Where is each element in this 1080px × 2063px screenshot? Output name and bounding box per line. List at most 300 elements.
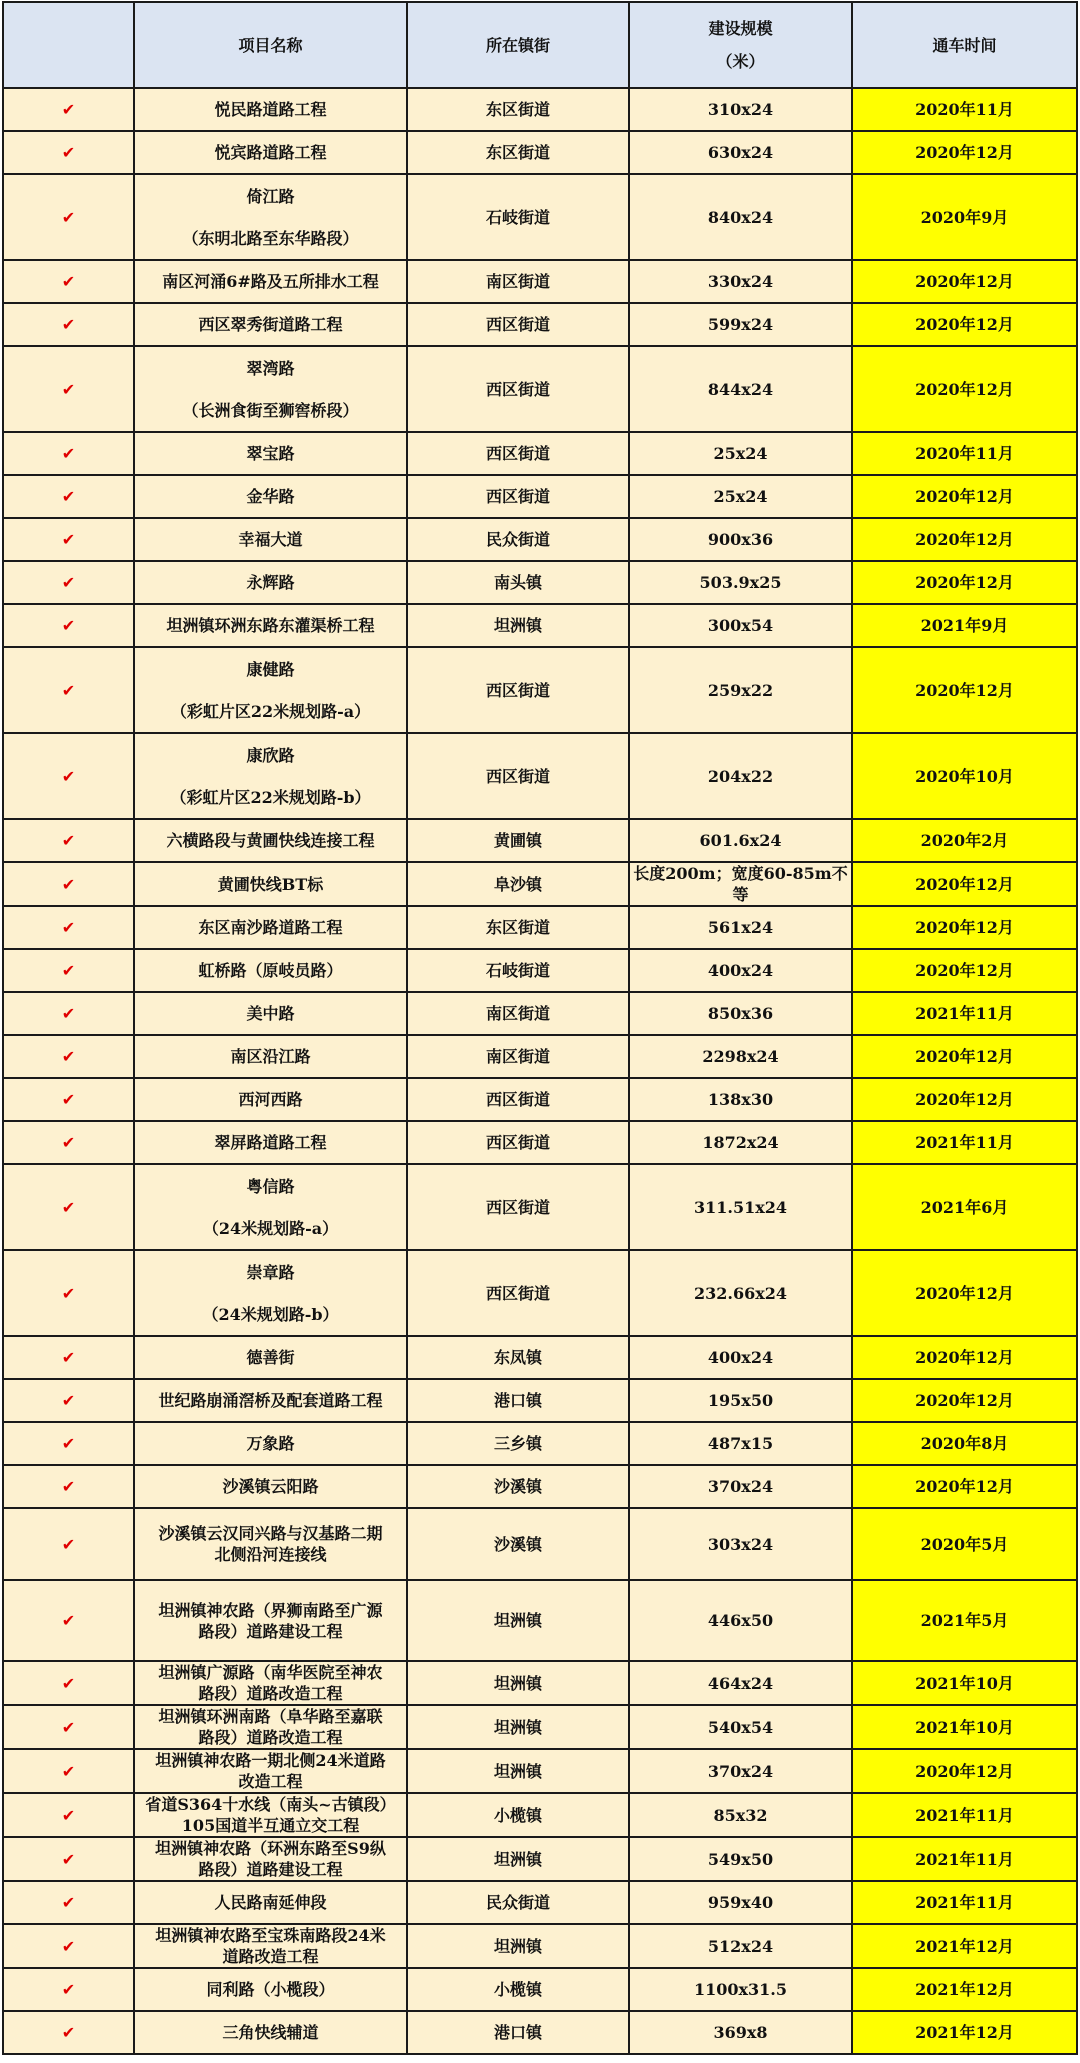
scale-cell: 259x22 [629,647,852,733]
scale-cell: 446x50 [629,1580,852,1661]
opening-time-cell: 2020年10月 [852,733,1077,819]
table-row [3,1580,1077,1661]
check-mark-icon: ✔ [61,1391,76,1410]
project-name-cell [134,1881,407,1924]
project-name-cell [134,303,407,346]
table-row [3,518,1077,561]
town-cell: 南头镇 [407,561,629,604]
town-cell: 南区街道 [407,1035,629,1078]
project-name-cell [134,604,407,647]
row-check-cell [3,1508,134,1580]
project-name: 南区沿江路 [230,1047,311,1066]
table-row [3,949,1077,992]
table-row [3,346,1077,432]
project-name-cell [134,131,407,174]
row-check-cell [3,1078,134,1121]
project-name: 坦洲镇神农路一期北侧24米道路 [155,1751,386,1770]
row-check-cell [3,862,134,906]
town-cell: 坦洲镇 [407,1837,629,1881]
project-name-cell [134,1580,407,1661]
row-check-cell [3,561,134,604]
scale-cell: 303x24 [629,1508,852,1580]
check-mark-icon: ✔ [61,1611,76,1630]
scale-cell: 330x24 [629,260,852,303]
town-cell: 东区街道 [407,906,629,949]
town-cell: 港口镇 [407,1379,629,1422]
project-name: 悦民路道路工程 [214,100,327,119]
project-name: 金华路 [246,487,295,506]
town-cell: 东区街道 [407,131,629,174]
town-cell: 阜沙镇 [407,862,629,906]
town-cell: 石岐街道 [407,174,629,260]
table-row [3,1035,1077,1078]
project-name-detail: 路段）道路建设工程 [198,1621,343,1641]
scale-cell: 369x8 [629,2011,852,2054]
table-row [3,432,1077,475]
check-mark-icon: ✔ [61,530,76,549]
header-time: 通车时间 [852,2,1077,88]
row-check-cell [3,88,134,131]
scale-cell: 195x50 [629,1379,852,1422]
header-scale [629,2,852,88]
row-check-cell [3,1164,134,1250]
project-name-cell [134,1749,407,1793]
project-name: 世纪路崩涌滘桥及配套道路工程 [158,1391,383,1410]
table-row [3,906,1077,949]
check-mark-icon: ✔ [61,1477,76,1496]
row-check-cell [3,518,134,561]
check-mark-icon: ✔ [61,487,76,506]
opening-time-cell: 2020年12月 [852,303,1077,346]
project-name: 悦宾路道路工程 [214,143,327,162]
check-mark-icon: ✔ [61,1849,76,1869]
row-check-cell [3,260,134,303]
check-mark-icon: ✔ [61,1348,76,1367]
scale-cell: 464x24 [629,1661,852,1705]
scale-cell: 232.66x24 [629,1250,852,1336]
check-mark-icon: ✔ [61,315,76,334]
project-name: 万象路 [246,1434,295,1453]
project-name-cell [134,1121,407,1164]
project-name: 坦洲镇环洲南路（阜华路至嘉联 [158,1707,383,1726]
town-cell: 东区街道 [407,88,629,131]
project-name-cell [134,1336,407,1379]
table-row [3,2011,1077,2054]
check-mark-icon: ✔ [61,379,76,399]
check-mark-icon: ✔ [61,444,76,463]
table-row [3,260,1077,303]
scale-cell: 311.51x24 [629,1164,852,1250]
project-name-cell [134,561,407,604]
town-cell: 西区街道 [407,733,629,819]
check-mark-icon: ✔ [61,207,76,227]
project-name-cell [134,1035,407,1078]
town-cell: 沙溪镇 [407,1508,629,1580]
opening-time-cell: 2020年12月 [852,346,1077,432]
check-mark-icon: ✔ [61,918,76,937]
opening-time-cell: 2020年12月 [852,647,1077,733]
opening-time-cell: 2020年12月 [852,518,1077,561]
project-name-cell [134,1078,407,1121]
opening-time-cell: 2020年12月 [852,1465,1077,1508]
scale-cell: 300x54 [629,604,852,647]
project-name: 黄圃快线BT标 [217,874,324,894]
opening-time-cell: 2021年12月 [852,2011,1077,2054]
opening-time-cell: 2021年10月 [852,1661,1077,1705]
check-mark-icon: ✔ [61,1761,76,1781]
row-check-cell [3,303,134,346]
scale-cell: 601.6x24 [629,819,852,862]
row-check-cell [3,906,134,949]
project-name-cell [134,475,407,518]
project-name: 康健路 [246,659,295,679]
check-mark-icon: ✔ [61,1283,76,1303]
table-row [3,1508,1077,1580]
row-check-cell [3,1035,134,1078]
scale-cell: 138x30 [629,1078,852,1121]
row-check-cell [3,1837,134,1881]
check-mark-icon: ✔ [61,874,76,894]
project-name-cell [134,1793,407,1837]
town-cell: 西区街道 [407,432,629,475]
town-cell: 西区街道 [407,346,629,432]
check-mark-icon: ✔ [61,1936,76,1956]
project-name-detail: （东明北路至东华路段） [182,228,359,248]
scale-cell: 512x24 [629,1924,852,1968]
row-check-cell [3,1705,134,1749]
project-name-cell [134,647,407,733]
check-mark-icon: ✔ [61,1673,76,1693]
project-name: 永辉路 [246,573,295,592]
opening-time-cell: 2021年5月 [852,1580,1077,1661]
row-check-cell [3,174,134,260]
table-row [3,1881,1077,1924]
scale-cell: 204x22 [629,733,852,819]
project-name: 坦洲镇广源路（南华医院至神农 [158,1663,383,1682]
project-name: 坦洲镇环洲东路东灌渠桥工程 [166,616,375,635]
table-row [3,647,1077,733]
opening-time-cell: 2020年12月 [852,260,1077,303]
row-check-cell [3,1422,134,1465]
scale-cell: 1100x31.5 [629,1968,852,2011]
table-row [3,561,1077,604]
project-name: 幸福大道 [238,530,303,549]
opening-time-cell: 2020年11月 [852,432,1077,475]
check-mark-icon: ✔ [61,1717,76,1737]
project-name-cell [134,518,407,561]
opening-time-cell: 2020年12月 [852,1035,1077,1078]
table-row [3,1078,1077,1121]
table-row [3,1661,1077,1705]
project-name-cell [134,1661,407,1705]
project-table [2,1,1078,2055]
scale-cell: 1872x24 [629,1121,852,1164]
town-cell: 小榄镇 [407,1968,629,2011]
scale-cell: 370x24 [629,1749,852,1793]
scale-cell: 85x32 [629,1793,852,1837]
check-mark-icon: ✔ [61,766,76,786]
table-row [3,1793,1077,1837]
town-cell: 坦洲镇 [407,604,629,647]
project-name-cell [134,862,407,906]
scale-cell: 400x24 [629,949,852,992]
town-cell: 西区街道 [407,1250,629,1336]
table-row [3,819,1077,862]
opening-time-cell: 2020年12月 [852,1250,1077,1336]
town-cell: 西区街道 [407,1164,629,1250]
project-name: 粤信路 [246,1176,295,1196]
check-mark-icon: ✔ [61,1133,76,1152]
project-name-detail: 道路改造工程 [222,1947,319,1966]
project-name-cell [134,88,407,131]
project-name: 同利路（小榄段） [206,1980,335,1999]
project-name-cell [134,1465,407,1508]
town-cell: 民众街道 [407,1881,629,1924]
project-name-cell [134,1924,407,1968]
town-cell: 坦洲镇 [407,1705,629,1749]
scale-cell: 长度200m；宽度60-85m不等 [629,862,852,906]
scale-cell: 850x36 [629,992,852,1035]
project-name: 虹桥路（原岐员路） [198,961,343,980]
town-cell: 西区街道 [407,1078,629,1121]
scale-cell: 959x40 [629,1881,852,1924]
opening-time-cell: 2020年12月 [852,1379,1077,1422]
table-row [3,303,1077,346]
opening-time-cell: 2021年9月 [852,604,1077,647]
opening-time-cell: 2020年9月 [852,174,1077,260]
project-name-cell [134,174,407,260]
opening-time-cell: 2021年6月 [852,1164,1077,1250]
project-name: 东区南沙路道路工程 [198,918,343,937]
row-check-cell [3,733,134,819]
table-row [3,1422,1077,1465]
project-name-cell [134,1164,407,1250]
row-check-cell [3,1968,134,2011]
table-row [3,992,1077,1035]
project-name: 坦洲镇神农路（环洲东路至S9纵 [155,1839,386,1858]
project-name-cell [134,432,407,475]
header-scale-line1: 建设规模 [708,19,773,38]
check-mark-icon: ✔ [61,143,76,162]
header-scale-line2: （米） [716,52,765,71]
row-check-cell [3,819,134,862]
check-mark-icon: ✔ [61,1047,76,1066]
opening-time-cell: 2021年12月 [852,1968,1077,2011]
project-name: 三角快线辅道 [222,2023,319,2042]
project-name-cell [134,260,407,303]
opening-time-cell: 2020年12月 [852,862,1077,906]
check-mark-icon: ✔ [61,573,76,592]
opening-time-cell: 2021年11月 [852,1881,1077,1924]
table-row [3,733,1077,819]
project-name-cell [134,1837,407,1881]
check-mark-icon: ✔ [61,1893,76,1912]
table-row [3,1837,1077,1881]
town-cell: 民众街道 [407,518,629,561]
check-mark-icon: ✔ [61,680,76,700]
row-check-cell [3,992,134,1035]
scale-cell: 900x36 [629,518,852,561]
opening-time-cell: 2020年12月 [852,561,1077,604]
project-name-detail: （彩虹片区22米规划路-b） [170,787,371,807]
check-mark-icon: ✔ [61,616,76,635]
project-name: 翠湾路 [246,358,295,378]
town-cell: 西区街道 [407,475,629,518]
table-row [3,604,1077,647]
table-row [3,1705,1077,1749]
table-row [3,1250,1077,1336]
project-name: 翠宝路 [246,444,295,463]
town-cell: 石岐街道 [407,949,629,992]
scale-cell: 630x24 [629,131,852,174]
project-name: 沙溪镇云阳路 [222,1477,319,1496]
scale-cell: 370x24 [629,1465,852,1508]
check-mark-icon: ✔ [61,831,76,850]
project-name-detail: （24米规划路-a） [202,1218,339,1238]
check-mark-icon: ✔ [61,2023,76,2042]
project-name: 人民路南延伸段 [214,1893,327,1912]
scale-cell: 25x24 [629,475,852,518]
scale-cell: 25x24 [629,432,852,475]
table-row [3,1924,1077,1968]
check-mark-icon: ✔ [61,961,76,980]
scale-cell: 599x24 [629,303,852,346]
project-name-cell [134,1508,407,1580]
project-name: 美中路 [246,1004,295,1023]
table-row [3,1336,1077,1379]
town-cell: 港口镇 [407,2011,629,2054]
town-cell: 东凤镇 [407,1336,629,1379]
opening-time-cell: 2021年11月 [852,1793,1077,1837]
project-name-cell [134,992,407,1035]
project-name: 坦洲镇神农路至宝珠南路段24米 [155,1926,386,1945]
row-check-cell [3,1793,134,1837]
project-name-cell [134,2011,407,2054]
project-name-cell [134,1422,407,1465]
town-cell: 坦洲镇 [407,1580,629,1661]
opening-time-cell: 2020年2月 [852,819,1077,862]
row-check-cell [3,475,134,518]
opening-time-cell: 2020年12月 [852,131,1077,174]
scale-cell: 2298x24 [629,1035,852,1078]
opening-time-cell: 2020年12月 [852,1078,1077,1121]
row-check-cell [3,647,134,733]
town-cell: 坦洲镇 [407,1924,629,1968]
town-cell: 坦洲镇 [407,1661,629,1705]
table-row [3,1121,1077,1164]
scale-cell: 549x50 [629,1837,852,1881]
row-check-cell [3,1121,134,1164]
opening-time-cell: 2021年11月 [852,1837,1077,1881]
project-name-cell [134,819,407,862]
header-name: 项目名称 [134,2,407,88]
scale-cell: 503.9x25 [629,561,852,604]
project-name-cell [134,1379,407,1422]
row-check-cell [3,1881,134,1924]
table-row [3,1164,1077,1250]
project-name-detail: 北侧沿河连接线 [214,1545,327,1564]
project-name: 六横路段与黄圃快线连接工程 [166,831,375,850]
row-check-cell [3,2011,134,2054]
project-name: 省道S364十水线（南头~古镇段） [145,1795,396,1814]
town-cell: 西区街道 [407,303,629,346]
header-town: 所在镇街 [407,2,629,88]
scale-cell: 310x24 [629,88,852,131]
project-name-detail: （彩虹片区22米规划路-a） [170,701,371,721]
town-cell: 南区街道 [407,992,629,1035]
town-cell: 坦洲镇 [407,1749,629,1793]
scale-cell: 561x24 [629,906,852,949]
table-row [3,1465,1077,1508]
check-mark-icon: ✔ [61,272,76,291]
header-check [3,2,134,88]
town-cell: 三乡镇 [407,1422,629,1465]
table-row [3,862,1077,906]
row-check-cell [3,1924,134,1968]
project-name-cell [134,1968,407,2011]
opening-time-cell: 2021年11月 [852,1121,1077,1164]
project-name: 坦洲镇神农路（界狮南路至广源 [158,1600,383,1620]
project-name: 西区翠秀街道路工程 [198,315,343,334]
opening-time-cell: 2020年8月 [852,1422,1077,1465]
project-name-detail: 105国道半互通立交工程 [181,1816,360,1835]
row-check-cell [3,949,134,992]
row-check-cell [3,1580,134,1661]
check-mark-icon: ✔ [61,1980,76,1999]
project-name-detail: （24米规划路-b） [202,1304,339,1324]
check-mark-icon: ✔ [61,1004,76,1023]
project-name-detail: 路段）道路建设工程 [198,1860,343,1879]
scale-cell: 487x15 [629,1422,852,1465]
opening-time-cell: 2020年12月 [852,906,1077,949]
project-name-detail: （长洲食街至狮窖桥段） [182,400,359,420]
opening-time-cell: 2020年12月 [852,949,1077,992]
town-cell: 南区街道 [407,260,629,303]
project-name: 倚江路 [246,186,295,206]
check-mark-icon: ✔ [61,1197,76,1217]
table-row [3,88,1077,131]
scale-cell: 840x24 [629,174,852,260]
check-mark-icon: ✔ [61,1090,76,1109]
table-row [3,131,1077,174]
row-check-cell [3,1465,134,1508]
opening-time-cell: 2020年12月 [852,1749,1077,1793]
project-name: 翠屏路道路工程 [214,1133,327,1152]
table-row [3,1379,1077,1422]
project-name: 崇章路 [246,1262,295,1282]
project-name-detail: 改造工程 [238,1772,303,1791]
project-name: 康欣路 [246,745,295,765]
scale-cell: 400x24 [629,1336,852,1379]
row-check-cell [3,131,134,174]
scale-cell: 844x24 [629,346,852,432]
header-row [3,2,1077,88]
project-name: 西河西路 [238,1090,303,1109]
table-row [3,1749,1077,1793]
project-name-cell [134,1705,407,1749]
town-cell: 西区街道 [407,1121,629,1164]
row-check-cell [3,346,134,432]
opening-time-cell: 2021年11月 [852,992,1077,1035]
project-name: 德善街 [246,1348,295,1367]
project-name-detail: 路段）道路改造工程 [198,1728,343,1747]
row-check-cell [3,432,134,475]
opening-time-cell: 2020年12月 [852,475,1077,518]
row-check-cell [3,1250,134,1336]
check-mark-icon: ✔ [61,1534,76,1554]
table-row [3,174,1077,260]
scale-cell: 540x54 [629,1705,852,1749]
